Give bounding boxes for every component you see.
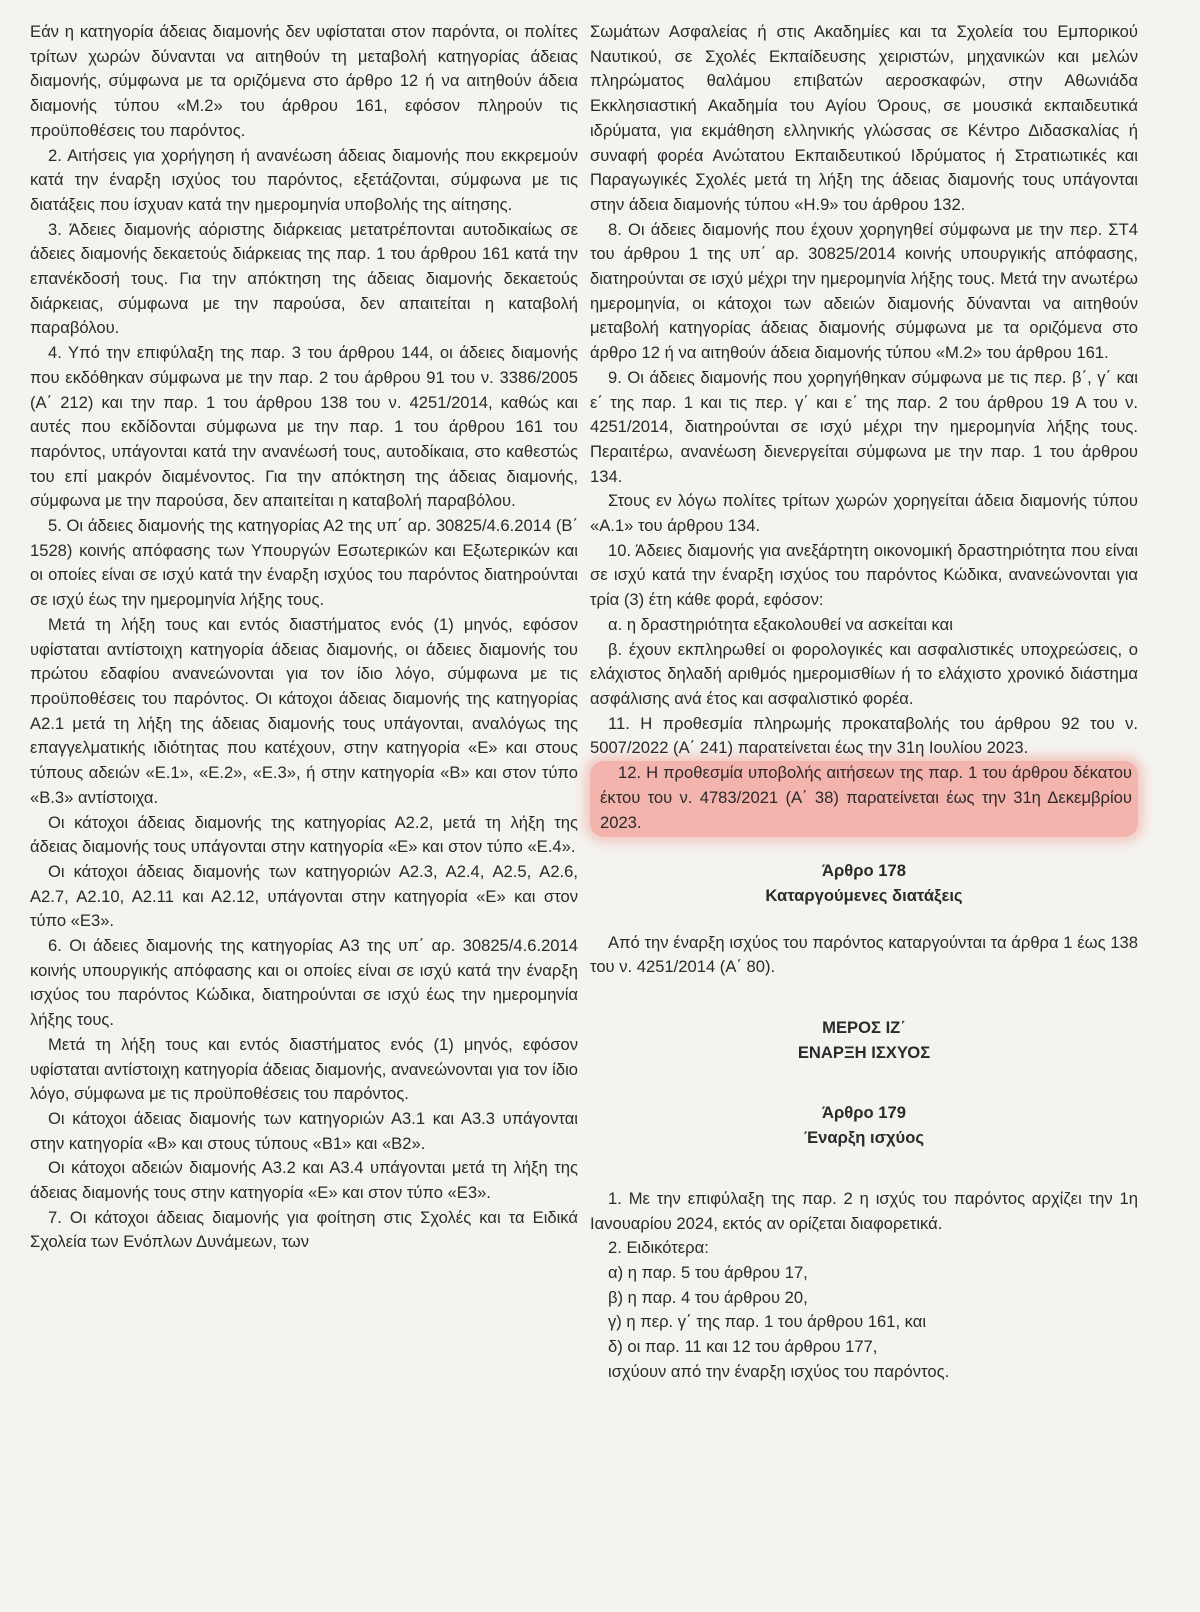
paragraph: 10. Άδειες διαμονής για ανεξάρτητη οικονομική δραστηριότητα που είναι σε ισχύ κατά την έναρξη ισχύος του παρόντος Κώδικα, ανανεώνονται για τρία (3) έτη κάθε φορά, εφόσον: <box>590 540 1138 610</box>
paragraph: Μετά τη λήξη τους και εντός διαστήματος ενός (1) μηνός, εφόσον υφίσταται αντίστοιχη κατηγορία άδειας διαμονής, ανανεώνονται για τον ίδιο λόγο, σύμφωνα με τις προϋποθέσεις του παρόντος. <box>30 1034 578 1104</box>
paragraph: 5. Οι άδειες διαμονής της κατηγορίας Α2 της υπ΄ αρ. 30825/4.6.2014 (Β΄ 1528) κοινής απόφασης των Υπουργών Εσωτερικών και Εξωτερικών και οι οποίες είναι σε ισχύ κατά την έναρξη ισχύος του παρόντος διατηρούνται σε ισχύ έως την ημερομηνία λήξης τους. <box>30 516 578 610</box>
part-number: ΜΕΡΟΣ ΙΖ΄ <box>822 1018 906 1038</box>
paragraph: 7. Οι κάτοχοι άδειας διαμονής για φοίτηση στις Σχολές και τα Ειδικά Σχολεία των Ενόπλων Δυνάμεων, των <box>30 1207 578 1252</box>
spacer <box>590 1151 1138 1187</box>
article-178-title: Καταργούμενες διατάξεις <box>765 885 963 905</box>
paragraph: 2. Αιτήσεις για χορήγηση ή ανανέωση άδειας διαμονής που εκκρεμούν κατά την έναρξη ισχύος του παρόντος, εξετάζονται, σύμφωνα με τις διατάξεις που ίσχυαν κατά την ημερομηνία υποβολής της αίτησης. <box>30 145 578 214</box>
paragraph: Οι κάτοχοι αδειών διαμονής Α3.2 και Α3.4 υπάγονται μετά τη λήξη της άδειας διαμονής τους στην κατηγορία «Ε» και στον τύπο «Ε3». <box>30 1158 578 1203</box>
paragraph: ισχύουν από την έναρξη ισχύος του παρόντος. <box>608 1361 950 1381</box>
paragraph: 4. Υπό την επιφύλαξη της παρ. 3 του άρθρου 144, οι άδειες διαμονής που εκδόθηκαν σύμφωνα με την παρ. 2 του άρθρου 91 του ν. 3386/2005 (Α΄ 212) και την παρ. 1 του άρθρου 138 του ν. 4251/2014, καθώς και αυτές που εκδίδονται σύμφωνα με την παρ. 1 του άρθρου 161 του παρόντος, υπάγονται κατά την ανανέωσή τους, αυτοδίκαια, στο καθεστώς του επί μακρόν διαμένοντος. Για την απόκτηση της άδειας διαμονής, σύμφωνα με την παρούσα, δεν απαιτείται η καταβολή παραβόλου. <box>30 343 578 511</box>
paragraph: 6. Οι άδειες διαμονής της κατηγορίας Α3 της υπ΄ αρ. 30825/4.6.2014 κοινής υπουργικής απόφασης και οι οποίες είναι σε ισχύ κατά την έναρξη ισχύος του παρόντος Κώδικα, διατηρούνται σε ισχύ έως την ημερομηνία λήξης τους. <box>30 936 578 1030</box>
spacer <box>590 837 1138 859</box>
list-item: γ) η περ. γ΄ της παρ. 1 του άρθρου 161, και <box>608 1312 927 1332</box>
left-column <box>30 20 578 1255</box>
paragraph: 1. Με την επιφύλαξη της παρ. 2 η ισχύς του παρόντος αρχίζει την 1η Ιανουαρίου 2024, εκτός αν ορίζεται διαφορετικά. <box>590 1188 1138 1233</box>
list-item: α) η παρ. 5 του άρθρου 17, <box>608 1262 808 1282</box>
part-title: ΕΝΑΡΞΗ ΙΣΧΥΟΣ <box>797 1042 931 1062</box>
paragraph: Στους εν λόγω πολίτες τρίτων χωρών χορηγείται άδεια διαμονής τύπου «Α.1» του άρθρου 134. <box>590 491 1138 536</box>
paragraph: 2. Ειδικότερα: <box>608 1238 709 1258</box>
paragraph: Μετά τη λήξη τους και εντός διαστήματος ενός (1) μηνός, εφόσον υφίσταται αντίστοιχη κατηγορία άδειας διαμονής, οι άδειες διαμονής του πρώτου εδαφίου ανανεώνονται για τον ίδιο λόγο, σύμφωνα με τις προϋποθέσεις του παρόντος. Οι κάτοχοι άδειας διαμονής της κατηγορίας Α2.1 μετά τη λήξη της άδειας διαμονής τους υπάγονται, αναλόγως της επαγγελματικής ιδιότητας που κατέχουν, στην κατηγορία «Ε» και στους τύπους αδειών «Ε.1», «Ε.2», «Ε.3», ή στην κατηγορία «Β» και στον τύπο «Β.3» αντίστοιχα. <box>30 614 578 807</box>
list-item: α. η δραστηριότητα εξακολουθεί να ασκείται και <box>608 614 953 634</box>
spacer <box>590 1065 1138 1101</box>
article-179-title: Έναρξη ισχύος <box>804 1128 924 1148</box>
article-178-number: Άρθρο 178 <box>822 861 906 881</box>
highlighted-paragraph: 12. Η προθεσμία υποβολής αιτήσεων της παρ. 1 του άρθρου δέκατου έκτου του ν. 4783/2021 (Α΄ 38) παρατείνεται έως την 31η Δεκεμβρίου 2023. <box>590 761 1138 837</box>
paragraph: Οι κάτοχοι άδειας διαμονής της κατηγορίας Α2.2, μετά τη λήξη της άδειας διαμονής τους υπάγονται στην κατηγορία «Ε» και στον τύπο «Ε.4». <box>30 812 578 857</box>
article-178-text: Από την έναρξη ισχύος του παρόντος καταργούνται τα άρθρα 1 έως 138 του ν. 4251/2014 (Α΄ 80). <box>590 932 1138 977</box>
list-item: δ) οι παρ. 11 και 12 του άρθρου 177, <box>608 1337 878 1357</box>
paragraph: 9. Οι άδειες διαμονής που χορηγήθηκαν σύμφωνα με τις περ. β΄, γ΄ και ε΄ της παρ. 1 και τις περ. γ΄ και ε΄ της παρ. 2 του άρθρου 19 Α του ν. 4251/2014, διατηρούνται σε ισχύ μέχρι την ημερομηνία λήξης τους. Περαιτέρω, ανανέωση διενεργείται σύμφωνα με την παρ. 1 του άρθρου 134. <box>590 367 1138 486</box>
paragraph: 8. Οι άδειες διαμονής που έχουν χορηγηθεί σύμφωνα με την περ. ΣΤ4 του άρθρου 1 της υπ΄ αρ. 30825/2014 κοινής υπουργικής απόφασης, διατηρούνται σε ισχύ μέχρι την ημερομηνία λήξης τους. Μετά την ανωτέρω ημερομηνία, οι κάτοχοι των αδειών διαμονής δύνανται να αιτηθούν μεταβολή κατηγορίας άδειας διαμονής σύμφωνα με τα οριζόμενα στο άρθρο 12 ή να αιτηθούν άδεια διαμονής τύπου «Μ.2» του άρθρου 161. <box>590 219 1138 363</box>
spacer <box>590 980 1138 1016</box>
article-179-number: Άρθρο 179 <box>822 1103 906 1123</box>
list-item: β. έχουν εκπληρωθεί οι φορολογικές και ασφαλιστικές υποχρεώσεις, ο ελάχιστος δηλαδή αριθμός ημερομισθίων ή το ελάχιστο χρονικό διάστημα ασφάλισης ανά έτος και ασφαλιστικό φορέα. <box>590 639 1138 708</box>
paragraph: Οι κάτοχοι άδειας διαμονής των κατηγοριών Α2.3, Α2.4, Α2.5, Α2.6, Α2.7, Α2.10, Α2.11 και Α2.12, υπάγονται στην κατηγορία «Ε» και στον τύπο «Ε3». <box>30 861 578 931</box>
paragraph: 11. Η προθεσμία πληρωμής προκαταβολής του άρθρου 92 του ν. 5007/2022 (Α΄ 241) παρατείνεται έως την 31η Ιουλίου 2023. <box>590 713 1138 758</box>
spacer <box>590 909 1138 931</box>
paragraph: 3. Άδειες διαμονής αόριστης διάρκειας μετατρέπονται αυτοδικαίως σε άδειες διαμονής δεκαετούς διάρκειας της παρ. 1 του άρθρου 161 κατά την επανέκδοσή τους. Για την απόκτηση της άδειας διαμονής δεκαετούς διάρκειας, σύμφωνα με την παρούσα, δεν απαιτείται η καταβολή παραβόλου. <box>30 219 578 338</box>
paragraph: Οι κάτοχοι άδειας διαμονής των κατηγοριών Α3.1 και Α3.3 υπάγονται στην κατηγορία «Β» και στους τύπους «Β1» και «Β2». <box>30 1108 578 1153</box>
paragraph: Εάν η κατηγορία άδειας διαμονής δεν υφίσταται στον παρόντα, οι πολίτες τρίτων χωρών δύνανται να αιτηθούν τη μεταβολή κατηγορίας άδειας διαμονής, σύμφωνα με τα οριζόμενα στο άρθρο 12 ή να αιτηθούν άδεια διαμονής τύπου «Μ.2» του άρθρου 161, εφόσον πληρούν τις προϋποθέσεις του παρόντος. <box>30 22 578 140</box>
list-item: β) η παρ. 4 του άρθρου 20, <box>608 1287 808 1307</box>
paragraph: Σωμάτων Ασφαλείας ή στις Ακαδημίες και τα Σχολεία του Εμπορικού Ναυτικού, σε Σχολές Εκπαίδευσης χειριστών, μηχανικών και μελών πληρώματος θαλάμου επιβατών αεροσκαφών, στην Αθωνιάδα Εκκλησιαστική Ακαδημία του Αγίου Όρους, σε μουσικά εκπαιδευτικά ιδρύματα, για εκμάθηση ελληνικής γλώσσας σε Κέντρο Διδασκαλίας ή συναφή φορέα Ανώτατου Εκπαιδευτικού Ιδρύματος ή Στρατιωτικές και Παραγωγικές Σχολές μετά τη λήξη της άδειας διαμονής τους υπάγονται στην άδεια διαμονής τύπου «Η.9» του άρθρου 132. <box>590 22 1138 214</box>
right-column <box>590 20 1138 1384</box>
